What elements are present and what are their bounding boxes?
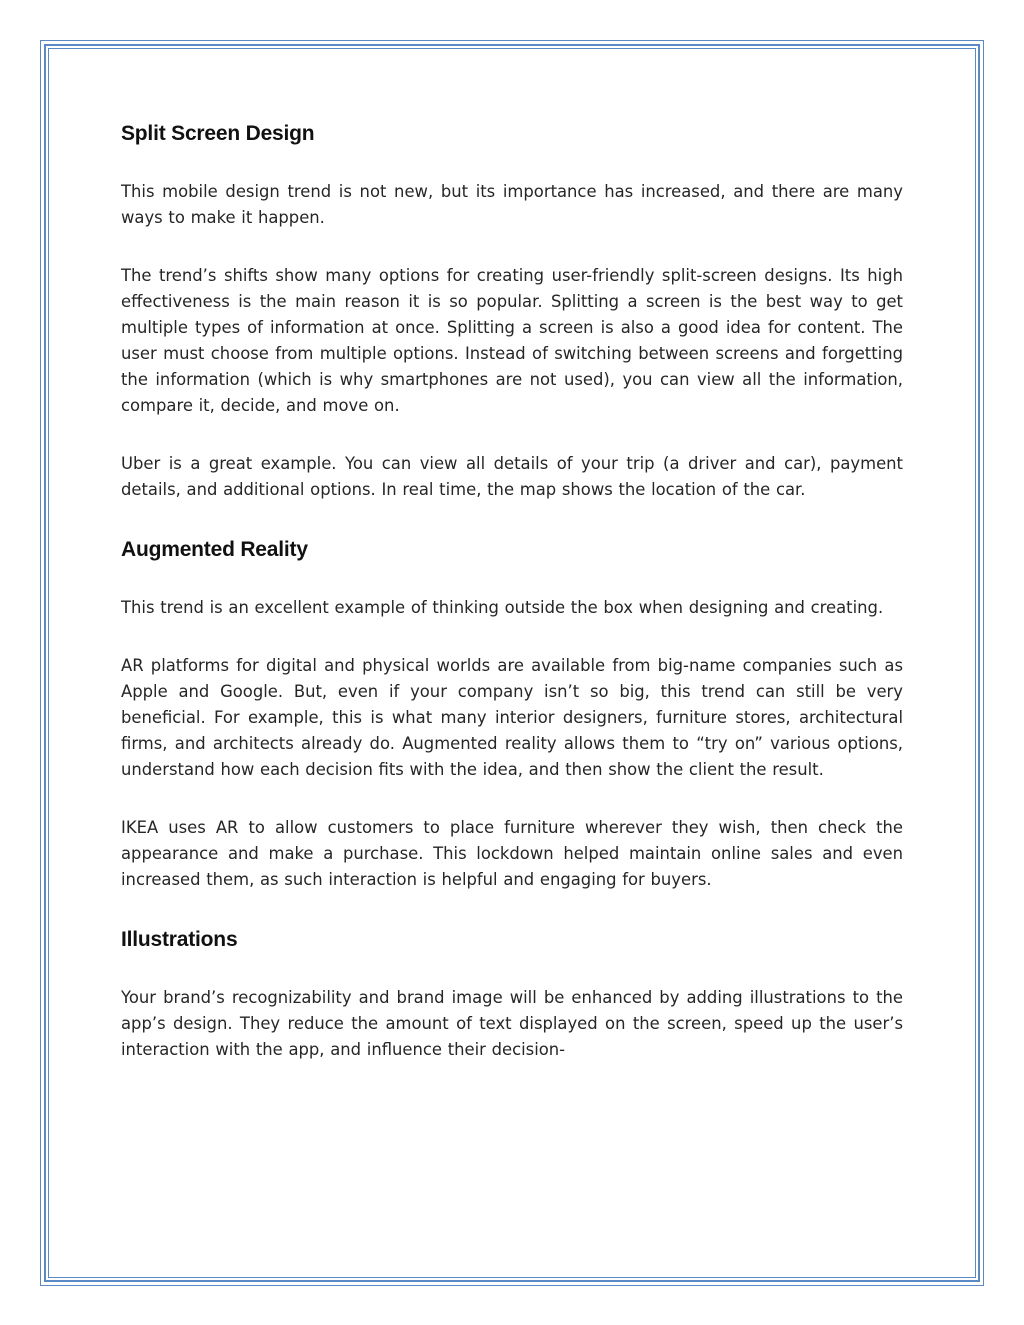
section-heading-split-screen: Split Screen Design xyxy=(121,122,315,145)
paragraph: IKEA uses AR to allow customers to place furniture wherever they wish, then check the appearance and make a purchase. This lockdown helped maintain online sales and even increased them, as such interaction is helpful and engaging for buyers. xyxy=(121,818,903,889)
paragraph: This trend is an excellent example of thinking outside the box when designing and creating. xyxy=(121,598,884,617)
section-heading-augmented-reality: Augmented Reality xyxy=(121,538,308,561)
paragraph: AR platforms for digital and physical worlds are available from big-name companies such as Apple and Google. But, even if your company isn’t so big, this trend can still be very beneficial. For example, this is what many interior designers, furniture stores, architectural firms, and architects already do. Augmented reality allows them to “try on” various options, understand how each decision fits with the idea, and then show the client the result. xyxy=(121,656,903,779)
paragraph: Uber is a great example. You can view all details of your trip (a driver and car), payment details, and additional options. In real time, the map shows the location of the car. xyxy=(121,454,903,499)
paragraph: Your brand’s recognizability and brand image will be enhanced by adding illustrations to the app’s design. They reduce the amount of text displayed on the screen, speed up the user’s interaction with the app, and influence their decision- xyxy=(121,988,903,1059)
section-heading-illustrations: Illustrations xyxy=(121,928,238,951)
paragraph: The trend’s shifts show many options for creating user-friendly split-screen designs. Its high effectiveness is the main reason it is so popular. Splitting a screen is the best way to get multiple types of information at once. Splitting a screen is also a good idea for content. The user must choose from multiple options. Instead of switching between screens and forgetting the information (which is why smartphones are not used), you can view all the information, compare it, decide, and move on. xyxy=(121,266,903,415)
paragraph: This mobile design trend is not new, but its importance has increased, and there are many ways to make it happen. xyxy=(121,182,903,227)
document-body xyxy=(121,118,903,1063)
